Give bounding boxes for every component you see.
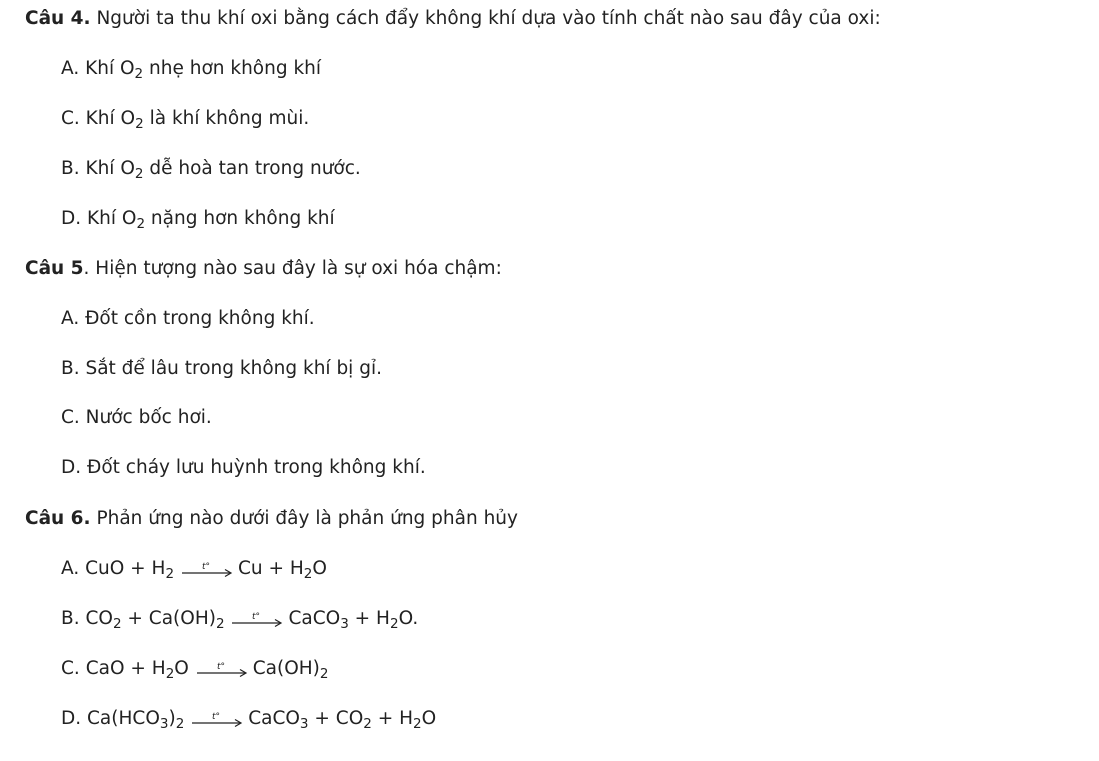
q5-option-d[interactable]: D. Đốt cháy lưu huỳnh trong không khí. <box>61 457 426 478</box>
reaction-arrow-icon <box>197 658 249 678</box>
subscript: 3 <box>159 716 169 732</box>
option-text: nhẹ hơn không khí <box>143 58 322 79</box>
svg-text:t°: t° <box>252 612 261 622</box>
svg-text:t°: t° <box>212 712 221 722</box>
subscript: 2 <box>165 566 175 582</box>
formula: + Ca(OH) <box>121 608 216 629</box>
q5-option-c[interactable]: C. Nước bốc hơi. <box>61 407 212 428</box>
subscript: 2 <box>319 666 329 682</box>
formula: O <box>421 708 437 729</box>
formula: CaO + H <box>85 658 166 679</box>
q6-option-a[interactable] <box>61 557 327 581</box>
reaction-arrow-icon <box>232 608 284 628</box>
subscript: 2 <box>215 616 225 632</box>
formula: Ca(OH) <box>252 658 320 679</box>
option-label: C. <box>61 658 86 679</box>
option-text: nặng hơn không khí <box>145 208 335 229</box>
subscript: 3 <box>340 616 349 632</box>
question-text: . Hiện tượng nào sau đây là sự oxi hóa chậm: <box>83 258 502 279</box>
option-text: C. Khí O <box>61 108 136 129</box>
q5-option-b[interactable]: B. Sắt để lâu trong không khí bị gỉ. <box>61 358 382 379</box>
question-6 <box>25 507 518 531</box>
subscript: 2 <box>134 66 144 82</box>
q4-option-d[interactable] <box>61 207 335 231</box>
formula: Ca(HCO <box>87 708 160 729</box>
formula: + CO <box>308 708 364 729</box>
formula: Cu + H <box>237 558 304 579</box>
option-text: D. Khí O <box>61 208 137 229</box>
formula: CaCO <box>288 608 341 629</box>
q6-option-c[interactable] <box>61 657 329 681</box>
subscript: 2 <box>134 166 144 182</box>
q4-option-b[interactable] <box>61 157 361 181</box>
question-number: Câu 6. <box>25 508 91 529</box>
question-text: Phản ứng nào dưới đây là phản ứng phân hủy <box>90 508 518 529</box>
subscript: 2 <box>389 616 399 632</box>
subscript: 2 <box>135 116 144 132</box>
q5-option-a[interactable]: A. Đốt cồn trong không khí. <box>61 308 315 329</box>
subscript: 3 <box>299 716 309 732</box>
formula: O <box>174 658 189 679</box>
formula: ) <box>168 708 176 729</box>
svg-text:t°: t° <box>216 662 225 672</box>
option-text: B. Khí O <box>61 158 135 179</box>
formula: CaCO <box>248 708 300 729</box>
subscript: 2 <box>112 616 122 632</box>
question-number: Câu 4. <box>25 8 91 29</box>
q4-option-c[interactable] <box>61 107 309 131</box>
svg-text:t°: t° <box>201 562 210 572</box>
option-label: B. <box>61 608 86 629</box>
option-text: A. Khí O <box>61 58 135 79</box>
subscript: 2 <box>363 716 372 732</box>
reaction-arrow-icon <box>192 708 244 728</box>
q6-option-d[interactable] <box>61 707 436 731</box>
subscript: 2 <box>175 716 185 732</box>
q6-option-b[interactable] <box>61 607 418 631</box>
subscript: 2 <box>413 716 422 732</box>
option-label: D. <box>61 708 88 729</box>
subscript: 2 <box>136 216 146 232</box>
formula: O. <box>398 608 419 629</box>
formula: + H <box>348 608 390 629</box>
reaction-arrow-icon <box>182 558 234 578</box>
question-number: Câu 5 <box>25 258 84 279</box>
question-5 <box>25 257 502 281</box>
formula: + H <box>371 708 414 729</box>
option-text: dễ hoà tan trong nước. <box>143 158 361 179</box>
subscript: 2 <box>165 666 175 682</box>
option-text: là khí không mùi. <box>143 108 310 129</box>
q4-option-a[interactable] <box>61 57 321 81</box>
question-4 <box>25 7 881 31</box>
formula: CuO + H <box>85 558 166 579</box>
question-text: Người ta thu khí oxi bằng cách đẩy không khí dựa vào tính chất nào sau đây của oxi: <box>90 8 881 29</box>
subscript: 2 <box>303 566 313 582</box>
formula: CO <box>85 608 113 629</box>
option-label: A. <box>61 558 86 579</box>
formula: O <box>312 558 327 579</box>
